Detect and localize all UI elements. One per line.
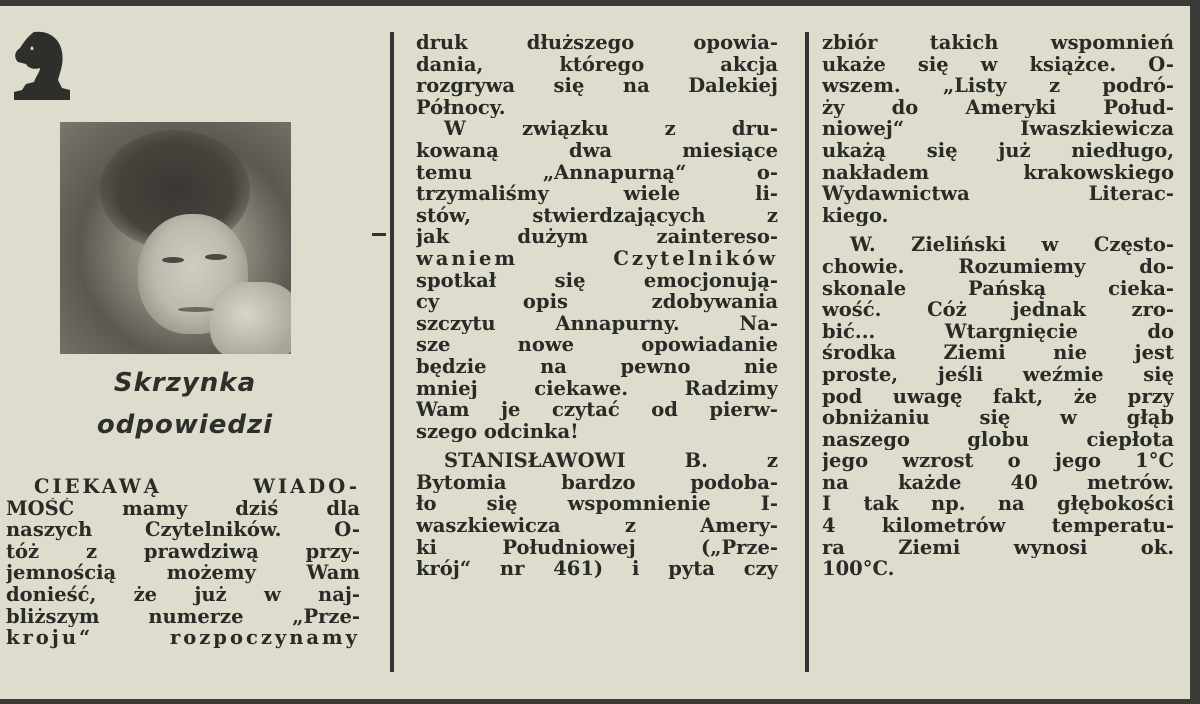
text-line: bliższym numerze „Prze- xyxy=(6,605,360,628)
text-line: na każde 40 metrów. xyxy=(822,471,1174,494)
text-line: naszych Czytelników. O- xyxy=(6,519,360,541)
photo-mouth xyxy=(178,307,214,312)
text-line: mniej ciekawe. Radzimy xyxy=(416,377,778,400)
text-line: ki Południowej („Prze- xyxy=(416,536,778,559)
column-3 xyxy=(822,32,1174,580)
top-border xyxy=(0,0,1200,6)
bottom-border xyxy=(0,699,1200,704)
text-line: donieść, że już w naj- xyxy=(6,583,360,606)
text-line: STANISŁAWOWI B. z xyxy=(444,450,778,472)
text-line: Wam je czytać od pierw- xyxy=(416,399,778,421)
text-line: W związku z dru- xyxy=(444,118,778,140)
text-line: pod uwagę fakt, że przy xyxy=(822,385,1174,408)
text-line: W. Zieliński w Często- xyxy=(850,234,1174,256)
text-line: 100°C. xyxy=(822,558,895,580)
text-line: szczytu Annapurny. Na- xyxy=(416,312,778,335)
text-line: bić... Wtargnięcie do xyxy=(822,320,1174,343)
section-heading-line1: Skrzynka xyxy=(113,368,257,398)
section-heading-line2: odpowiedzi xyxy=(96,410,274,440)
text-line: ukaże się w książce. O- xyxy=(822,53,1174,76)
photo-eye xyxy=(162,257,184,263)
text-line: ukażą się już niedługo, xyxy=(822,139,1174,162)
text-line: spotkał się emocjonują- xyxy=(416,269,778,292)
text-line: trzymaliśmy wiele li- xyxy=(416,183,778,205)
text-line: nakładem krakowskiego xyxy=(822,161,1174,184)
text-line: temu „Annapurną“ o- xyxy=(416,161,778,184)
column-2 xyxy=(416,32,778,580)
text-line: Wydawnictwa Literac- xyxy=(822,183,1174,205)
chess-knight-icon xyxy=(12,28,74,104)
column-1 xyxy=(6,476,360,649)
text-line: tóż z prawdziwą przy- xyxy=(6,540,360,563)
text-line: stów, stwierdzających z xyxy=(416,204,778,227)
text-line: jego wzrost o jego 1°C xyxy=(822,450,1174,472)
text-line: jak dużym zaintereso- xyxy=(416,226,778,248)
text-line: rozgrywa się na Dalekiej xyxy=(416,75,778,97)
text-line: dania, którego akcja xyxy=(416,53,778,76)
text-line: sze nowe opowiadanie xyxy=(416,334,778,356)
text-line: proste, jeśli weźmie się xyxy=(822,363,1174,386)
text-line: kiego. xyxy=(822,204,889,227)
text-line: cy opis zdobywania xyxy=(416,291,778,313)
column-divider-1 xyxy=(390,32,394,672)
margin-dash xyxy=(372,233,386,236)
text-line: ra Ziemi wynosi ok. xyxy=(822,536,1174,559)
text-line: kowaną dwa miesiące xyxy=(416,139,778,162)
text-line: skonale Pańską cieka- xyxy=(822,277,1174,300)
text-line: wszem. „Listy z podró- xyxy=(822,75,1174,97)
text-line: obniżaniu się w głąb xyxy=(822,407,1174,429)
text-line: wość. Cóż jednak zro- xyxy=(822,299,1174,321)
text-line: będzie na pewno nie xyxy=(416,355,778,378)
text-line: niowej“ Iwaszkiewicza xyxy=(822,118,1174,140)
text-line: chowie. Rozumiemy do- xyxy=(822,255,1174,278)
photo-eye xyxy=(205,254,227,260)
portrait-photo xyxy=(60,122,291,354)
text-line: MOŚĆ mamy dziś dla xyxy=(6,497,360,520)
text-line: 4 kilometrów temperatu- xyxy=(822,515,1174,537)
text-line: Bytomia bardzo podoba- xyxy=(416,471,778,494)
text-line: ży do Ameryki Połud- xyxy=(822,96,1174,119)
text-line: ło się wspomnienie I- xyxy=(416,493,778,516)
text-line: szego odcinka! xyxy=(416,420,579,443)
text-line: zbiór takich wspomnień xyxy=(822,32,1174,54)
text-line: I tak np. na głębokości xyxy=(822,493,1174,516)
text-line: waniem Czytelników xyxy=(416,247,778,270)
column-divider-2 xyxy=(805,32,809,672)
text-line: kroju“ rozpoczynamy xyxy=(6,627,360,649)
right-border xyxy=(1190,0,1200,704)
text-line: naszego globu ciepłota xyxy=(822,428,1174,451)
text-line: CIEKAWĄ WIADO- xyxy=(34,476,360,498)
text-line: krój“ nr 461) i pyta czy xyxy=(416,558,778,580)
text-line: druk dłuższego opowia- xyxy=(416,32,778,54)
text-line: środka Ziemi nie jest xyxy=(822,342,1174,364)
text-line: waszkiewicza z Amery- xyxy=(416,515,778,537)
text-line: Północy. xyxy=(416,96,506,119)
text-line: jemnością możemy Wam xyxy=(6,562,360,584)
photo-collar xyxy=(210,282,291,354)
